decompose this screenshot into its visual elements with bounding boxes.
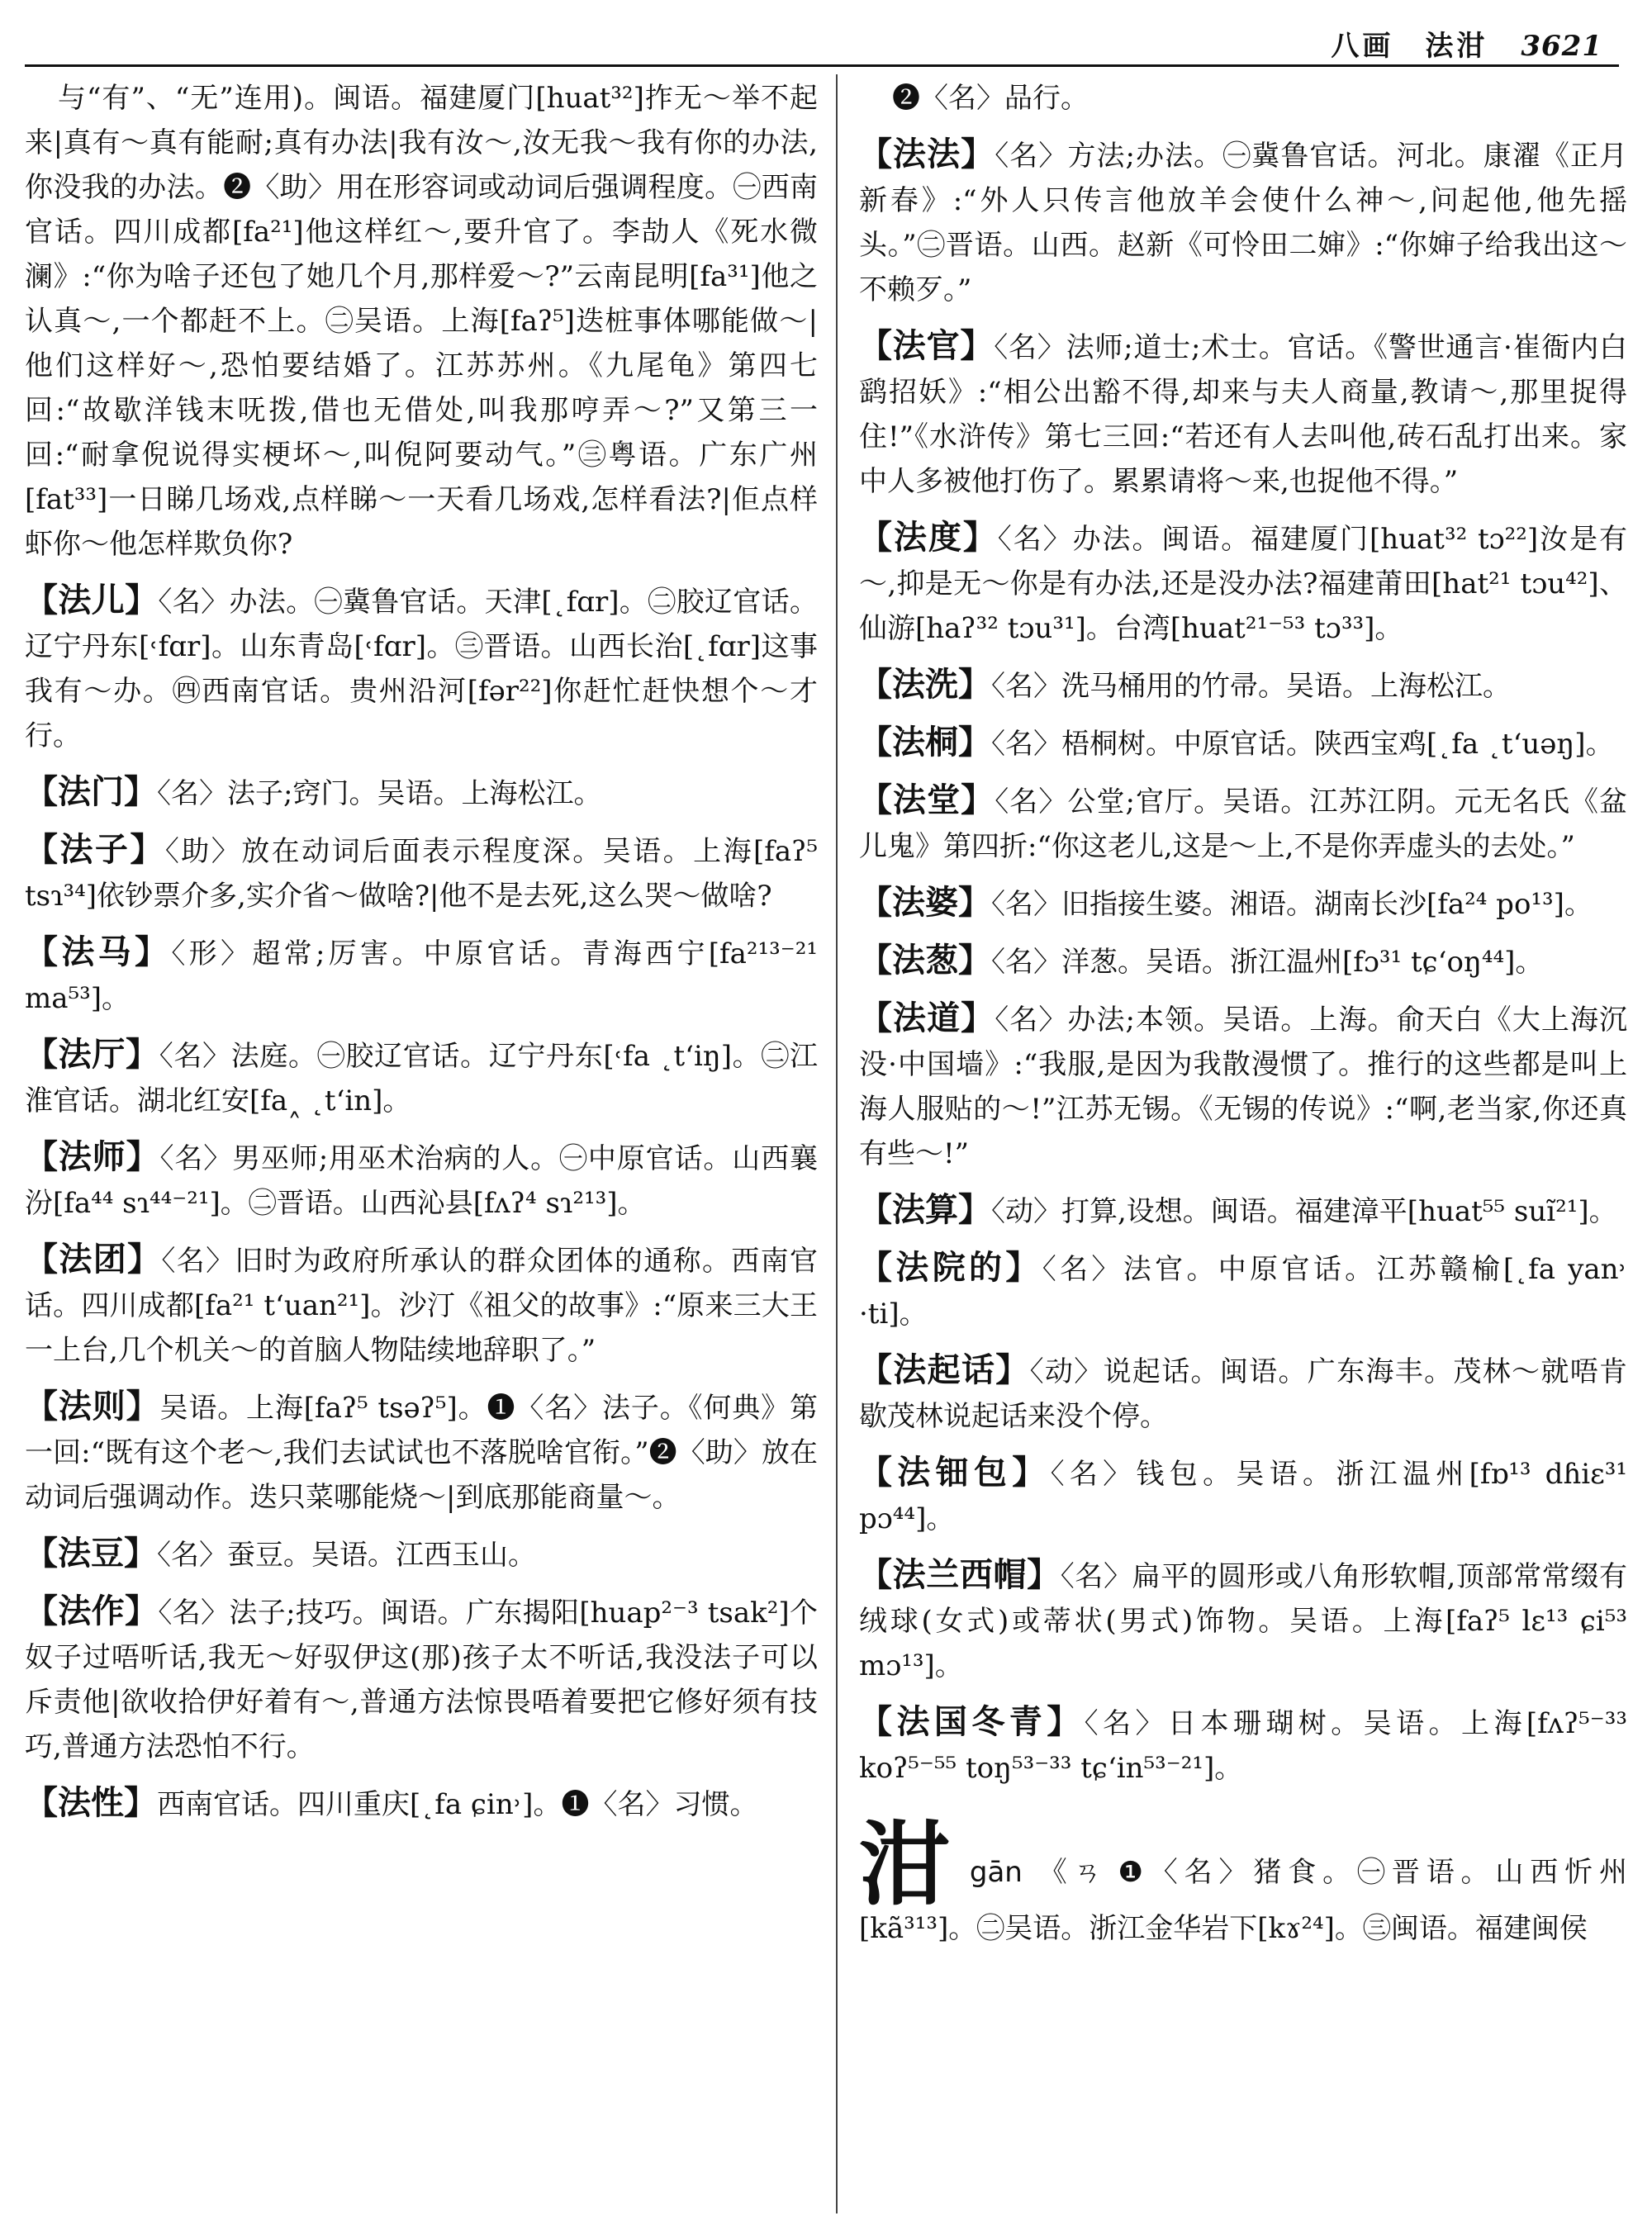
entry-headword: 【法子】 <box>25 830 165 869</box>
dictionary-entry <box>25 828 818 918</box>
entry-headword: 【法桐】 <box>859 723 991 762</box>
entry-headword: 【法马】 <box>25 932 172 971</box>
entry-text: 〈动〉说起话。闽语。广东海丰。茂林～就唔肯歇茂林说起话来没个停。 <box>859 1355 1627 1433</box>
entry-text: 〈名〉公堂;官厅。吴语。江苏江阴。元无名氏《盆儿鬼》第四折:“你这老儿,这是～上,不是你弄虚头的去处。” <box>859 785 1627 863</box>
dictionary-entry <box>25 930 818 1021</box>
dictionary-entry <box>859 1700 1627 1791</box>
entry-text: ❷〈名〉品行。 <box>892 82 1089 115</box>
entry-text: 〈名〉扁平的圆形或八角形软帽,顶部常常缀有绒球(女式)或蒂状(男式)饰物。吴语。上海[faʔ⁵ lɛ¹³ ɕi⁵³ mɔ¹³]。 <box>859 1560 1627 1682</box>
entry-text: 〈名〉法师;道士;术士。官话。《警世通言·崔衙内白鹞招妖》:“相公出豁不得,却来与夫人商量,教请～,那里捉得住!”《水浒传》第七三回:“若还有人去叫他,砖石乱打出来。家中人多被他打伤了。累累请将～来,也捉他不得。” <box>859 331 1627 498</box>
dictionary-entry <box>859 1245 1627 1336</box>
dictionary-entry <box>859 1348 1627 1439</box>
dictionary-entry <box>859 74 1627 121</box>
right-column <box>859 74 1627 2213</box>
dictionary-entry <box>25 1237 818 1373</box>
entry-text: 〈形〉超常;厉害。中原官话。青海西宁[fa²¹³⁻²¹ ma⁵³]。 <box>25 937 818 1015</box>
entry-text: 〈名〉日本珊瑚树。吴语。上海[fʌʔ⁵⁻³³ koʔ⁵⁻⁵⁵ toŋ⁵³⁻³³ tɕ‘in⁵³⁻²¹]。 <box>859 1707 1627 1785</box>
dictionary-entry <box>859 720 1627 766</box>
entry-text: 〈名〉办法;本领。吴语。上海。俞天白《大上海沉没·中国墙》:“我服,是因为我散漫惯了。推行的这些都是叫上海人服贴的～!”江苏无锡。《无锡的传说》:“啊,老当家,你还真有些～!” <box>859 1004 1627 1170</box>
section-title: 八画 法泔 <box>1331 30 1488 63</box>
dictionary-entry <box>859 324 1627 504</box>
entry-text: 〈名〉洗马桶用的竹帚。吴语。上海松江。 <box>991 670 1511 703</box>
entry-text: 〈名〉办法。闽语。福建厦门[huat³² tɔ²²]汝是有～,抑是无～你是有办法,还是没办法?福建莆田[hat²¹ tɔu⁴²]、仙游[haʔ³² tɔu³¹]。台湾[huat²¹⁻⁵³ tɔ³³]。 <box>859 523 1627 645</box>
entry-headword: 【法起话】 <box>859 1350 1030 1389</box>
entry-headword: 【法道】 <box>859 999 995 1037</box>
entry-headword: 【法官】 <box>859 326 995 365</box>
entry-text: 〈助〉放在动词后面表示程度深。吴语。上海[faʔ⁵ tsɿ³⁴]依钞票介多,实介省～做啥?|他不是去死,这么哭～做啥? <box>25 835 818 913</box>
entry-headword: 【法钿包】 <box>859 1453 1051 1492</box>
entry-headword: 【法度】 <box>859 518 998 557</box>
entry-zhuyin: 《ㄢ <box>1032 1856 1108 1889</box>
entry-headword: 【法作】 <box>25 1592 159 1630</box>
entry-text: 〈名〉洋葱。吴语。浙江温州[fɔ³¹ tɕ‘oŋ⁴⁴]。 <box>991 946 1544 979</box>
entry-headword: 【法洗】 <box>859 665 991 704</box>
dictionary-entry <box>25 578 818 758</box>
dictionary-entry <box>25 1781 818 1827</box>
entry-text: 〈名〉梧桐树。中原官话。陕西宝鸡[˛fa ˛t‘uəŋ]。 <box>991 728 1614 761</box>
entry-headword: 【法堂】 <box>859 780 995 819</box>
entry-text: 吴语。上海[faʔ⁵ tsəʔ⁵]。❶〈名〉法子。《何典》第一回:“既有这个老～,我们去试试也不落脱啥官衔。”❷〈助〉放在动词后强调动作。迭只菜哪能烧～|到底那能商量～。 <box>25 1392 818 1514</box>
dictionary-entry <box>859 132 1627 312</box>
entry-headword: 【法豆】 <box>25 1534 157 1573</box>
entry-text: 〈名〉旧指接生婆。湘语。湖南长沙[fa²⁴ po¹³]。 <box>991 888 1593 921</box>
dictionary-entry <box>859 778 1627 869</box>
entry-headword: 【法团】 <box>25 1240 162 1279</box>
entry-text: ❶〈名〉猪食。㊀晋语。山西忻州[kã³¹³]。㊁吴语。浙江金华岩下[kɤ²⁴]。㊂闽语。福建闽侯 <box>859 1856 1627 1945</box>
entry-text: 〈名〉法子;窍门。吴语。上海松江。 <box>157 777 602 810</box>
entry-headword: 【法门】 <box>25 772 157 811</box>
dictionary-entry <box>25 1032 818 1123</box>
entry-headword: 【法葱】 <box>859 941 991 980</box>
entry-headword: 【法师】 <box>25 1137 160 1176</box>
entry-headword: 【法算】 <box>859 1190 991 1229</box>
dictionary-entry <box>859 1553 1627 1688</box>
entry-text: 〈名〉办法。㊀冀鲁官话。天津[˛fɑr]。㊁胶辽官话。辽宁丹东[˓fɑr]。山东青岛[˓fɑr]。㊂晋语。山西长治[˛fɑr]这事我有～办。㊃西南官话。贵州沿河[fər²²]你赶忙赶快想个～才行。 <box>25 586 818 752</box>
entry-headword: 【法厅】 <box>25 1035 159 1074</box>
dictionary-entry <box>25 1135 818 1226</box>
entry-headword: 【法则】 <box>25 1387 160 1426</box>
dictionary-entry <box>25 74 818 567</box>
entry-text: 〈名〉法子;技巧。闽语。广东揭阳[huap²⁻³ tsak²]个奴子过唔听话,我无～好驭伊这(那)孩子太不听话,我没法子可以斥责他|欲收拾伊好着有～,普通方法惊畏唔着要把它修好须有技巧,普通方法恐怕不行。 <box>25 1597 818 1763</box>
character-entry <box>859 1811 1627 1951</box>
entry-text: 〈名〉钱包。吴语。浙江温州[fɒ¹³ dɦiɛ³¹ pɔ⁴⁴]。 <box>859 1458 1627 1535</box>
entry-headword: 【法院的】 <box>859 1248 1042 1287</box>
entry-text: 〈名〉法庭。㊀胶辽官话。辽宁丹东[˓fa ˛t‘iŋ]。㊁江淮官话。湖北红安[fa˰ ˛t‘in]。 <box>25 1040 818 1117</box>
entry-headword: 【法儿】 <box>25 581 159 619</box>
dictionary-entry <box>859 938 1627 985</box>
page-header <box>1331 23 1602 64</box>
left-column <box>25 74 818 2213</box>
entry-text: 与“有”、“无”连用)。闽语。福建厦门[huat³²]拃无～举不起来|真有～真有能耐;真有办法|我有汝～,汝无我～我有你的办法,你没我的办法。❷〈助〉用在形容词或动词后强调程度。㊀西南官话。四川成都[fa²¹]他这样红～,要升官了。李劼人《死水微澜》:“你为啥子还包了她几个月,那样爱～?”云南昆明[fa³¹]他之认真～,一个都赶不上。㊁吴语。上海[faʔ⁵]迭桩事体哪能做～|他们这样好～,恐怕要结婚了。江苏苏州。《九尾龟》第四七回:“故歇洋钱末呒拨,借也无借处,叫我那哼弄～?”又第三一回:“耐拿倪说得实梗坏～,叫倪阿要动气。”㊂粤语。广东广州[fat³³]一日睇几场戏,点样睇～一天看几场戏,怎样看法?|佢点样虾你～他怎样欺负你? <box>25 82 818 561</box>
page-number: 3621 <box>1521 30 1602 63</box>
header-rule <box>25 64 1619 67</box>
entry-text: 〈名〉方法;办法。㊀冀鲁官话。河北。康濯《正月新春》:“外人只传言他放羊会使什么神～,问起他,他先摇头。”㊁晋语。山西。赵新《可怜田二婶》:“你婶子给我出这～不赖歹。” <box>859 140 1627 306</box>
dictionary-entry <box>859 880 1627 927</box>
dictionary-entry <box>25 770 818 816</box>
entry-text: 〈名〉男巫师;用巫术治病的人。㊀中原官话。山西襄汾[fa⁴⁴ sɿ⁴⁴⁻²¹]。㊁晋语。山西沁县[fʌʔ⁴ sɿ²¹³]。 <box>25 1142 818 1220</box>
dictionary-entry <box>25 1384 818 1520</box>
dictionary-entry <box>859 1188 1627 1234</box>
dictionary-entry <box>859 1450 1627 1541</box>
dictionary-entry <box>859 662 1627 709</box>
entry-text: 西南官话。四川重庆[˛fa ɕin˒]。❶〈名〉习惯。 <box>157 1788 758 1821</box>
dictionary-entry <box>25 1589 818 1769</box>
entry-pinyin: gān <box>969 1856 1023 1889</box>
entry-headword: 【法法】 <box>859 135 995 173</box>
entry-headword: 【法国冬青】 <box>859 1702 1085 1741</box>
entry-headword: 【法兰西帽】 <box>859 1555 1061 1594</box>
entry-headword: 【法性】 <box>25 1783 157 1822</box>
dictionary-entry <box>859 996 1627 1176</box>
dictionary-entry <box>25 1531 818 1578</box>
entry-text: 〈名〉旧时为政府所承认的群众团体的通称。西南官话。四川成都[fa²¹ t‘uan²¹]。沙汀《祖父的故事》:“原来三大王一上台,几个机关～的首脑人物陆续地辞职了。” <box>25 1245 818 1367</box>
column-divider <box>836 74 838 2213</box>
entry-text: 〈动〉打算,设想。闽语。福建漳平[huat⁵⁵ suĩ²¹]。 <box>991 1195 1617 1228</box>
entry-text: 〈名〉法官。中原官话。江苏赣榆[˛fa yan˒ ·ti]。 <box>859 1253 1627 1331</box>
entry-headword: 【法婆】 <box>859 883 991 922</box>
entry-text: 〈名〉蚕豆。吴语。江西玉山。 <box>157 1539 536 1572</box>
entry-character: 泔 <box>859 1811 957 1918</box>
dictionary-entry <box>859 515 1627 651</box>
